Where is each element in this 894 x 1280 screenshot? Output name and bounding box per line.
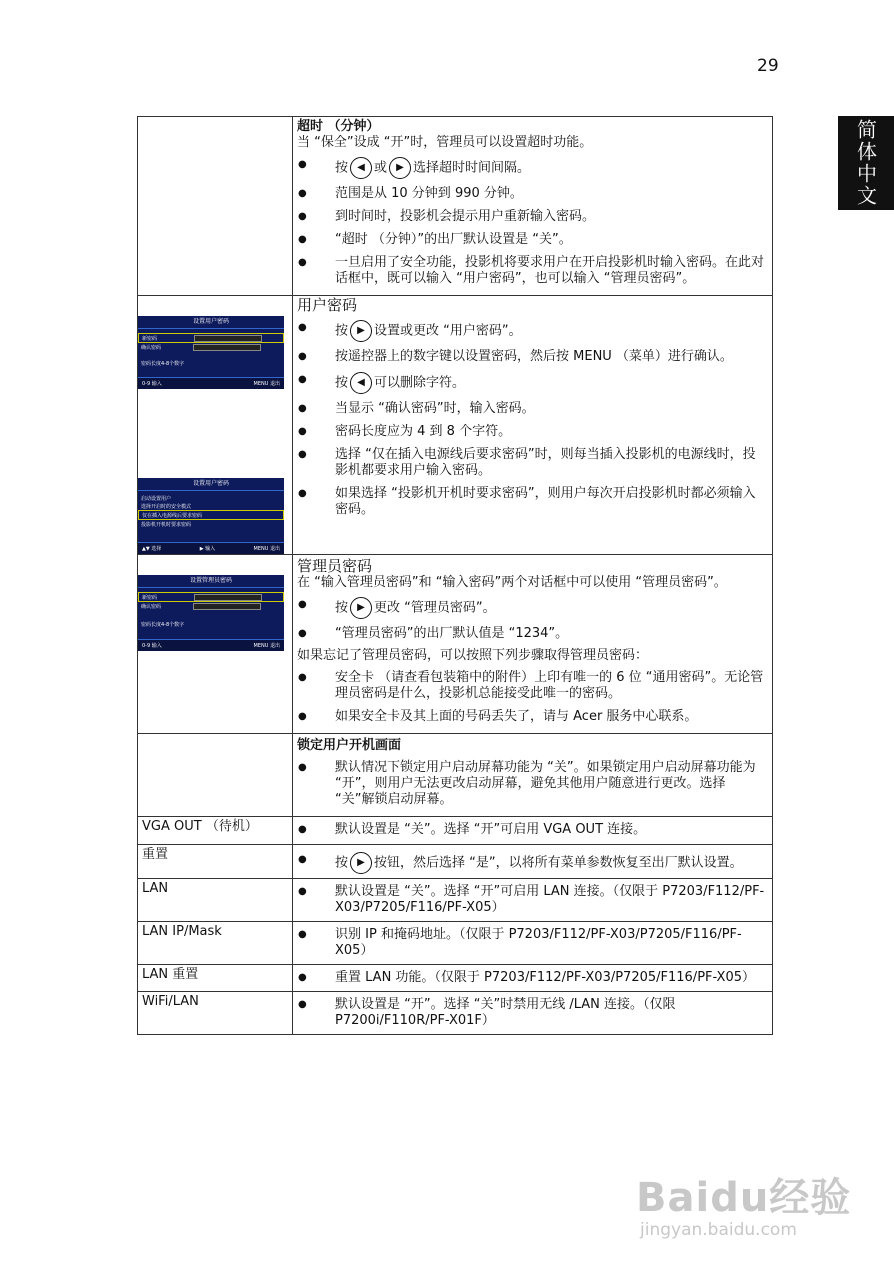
list-item: ● 选择 “仅在插入电源线后要求密码”时，则每当插入投影机的电源线时，投影机都要求用户输入密码。 [297, 447, 768, 479]
right-arrow-icon: ▶ [350, 852, 372, 874]
table-row-user-password [138, 296, 773, 555]
osd-admin-password-screenshot: 设置管理员密码 新密码 确认密码 密码长度4-8个数字 0-9 输入 MENU 退出 [138, 575, 284, 651]
watermark-brand: Baidu经验 [636, 1175, 852, 1221]
row-label: WiFi/LAN [138, 992, 293, 1035]
list-item: ● 默认情况下锁定用户启动屏幕功能为 “关”。如果锁定用户启动屏幕功能为 “开”，则用户无法更改启动屏幕，避免其他用户随意进行更改。选择 “关”解锁启动屏幕。 [297, 760, 768, 808]
table-row-timeout [138, 117, 773, 296]
osd-user-password-mode-screenshot: 设置用户密码 启动设置用户 选择开启时的安全模式 仅在插入电源线后要求密码 投影机开机时要求密码 ▲▼ 选择 ▶ 输入 MENU 退出 [138, 478, 284, 554]
right-arrow-icon: ▶ [389, 157, 411, 179]
left-arrow-icon: ◀ [350, 372, 372, 394]
row-label: LAN 重置 [138, 965, 293, 992]
list-item: ● 按 ▶ 按钮，然后选择 “是”，以将所有菜单参数恢复至出厂默认设置。 [297, 852, 768, 874]
list-item: ● 按 ◀ 可以删除字符。 [297, 372, 768, 394]
list-item: ● 默认设置是 “关”。选择 “开”可启用 LAN 连接。（仅限于 P7203/F112/PF-X03/P7205/F116/PF-X05） [297, 884, 768, 916]
list-item: ● 默认设置是 “开”。选择 “关”时禁用无线 /LAN 连接。（仅限 P7200i/F110R/PF-X01F） [297, 997, 768, 1029]
section-title: 锁定用户开机画面 [297, 738, 402, 753]
page-number: 29 [757, 56, 779, 76]
list-item: ● 按 ▶ 设置或更改 “用户密码”。 [297, 320, 768, 342]
table-row-vga-out [138, 817, 773, 845]
baidu-watermark [636, 1140, 852, 1252]
list-item: ● 安全卡 （请查看包装箱中的附件）上印有唯一的 6 位 “通用密码”。无论管理员密码是什么，投影机总能接受此唯一的密码。 [297, 670, 768, 702]
section-intro: 当 “保全”设成 “开”时，管理员可以设置超时功能。 [297, 135, 593, 150]
table-row-wifi-lan [138, 992, 773, 1035]
list-item: ● “管理员密码”的出厂默认值是 “1234”。 [297, 626, 768, 642]
list-item: ● 按 ◀ 或 ▶ 选择超时时间间隔。 [297, 157, 768, 179]
settings-table [137, 116, 773, 1035]
list-item: ● 当显示 “确认密码”时，输入密码。 [297, 401, 768, 417]
table-row-reset [138, 845, 773, 879]
list-item: ● 默认设置是 “关”。选择 “开”可启用 VGA OUT 连接。 [297, 822, 768, 838]
list-item: ● 到时间时，投影机会提示用户重新输入密码。 [297, 209, 768, 225]
row-label: 重置 [138, 845, 293, 879]
section-intro: 在 “输入管理员密码”和 “输入密码”两个对话框中可以使用 “管理员密码”。 [297, 575, 727, 590]
section-title: 管理员密码 [297, 557, 373, 575]
list-item: ● 范围是从 10 分钟到 990 分钟。 [297, 186, 768, 202]
table-row-lan-ip-mask [138, 922, 773, 965]
list-item: ● 按 ▶ 更改 “管理员密码”。 [297, 597, 768, 619]
section-title: 用户密码 [297, 296, 358, 314]
list-item: ● 重置 LAN 功能。（仅限于 P7203/F112/PF-X03/P7205/F116/PF-X05） [297, 970, 768, 986]
list-item: ● 识别 IP 和掩码地址。（仅限于 P7203/F112/PF-X03/P7205/F116/PF-X05） [297, 927, 768, 959]
table-row-lan [138, 879, 773, 922]
row-label: VGA OUT （待机） [138, 817, 293, 845]
table-row-lan-reset [138, 965, 773, 992]
list-item: ● 按遥控器上的数字键以设置密码，然后按 MENU （菜单）进行确认。 [297, 349, 768, 365]
table-row-lock-screen [138, 734, 773, 817]
list-item: ● “超时 （分钟）”的出厂默认设置是 “关”。 [297, 232, 768, 248]
row-label [138, 117, 293, 296]
right-arrow-icon: ▶ [350, 597, 372, 619]
table-row-admin-password [138, 555, 773, 734]
list-item: ● 一旦启用了安全功能，投影机将要求用户在开启投影机时输入密码。在此对话框中，既可以输入 “用户密码”，也可以输入 “管理员密码”。 [297, 255, 768, 287]
row-label: LAN [138, 879, 293, 922]
list-item: ● 密码长度应为 4 到 8 个字符。 [297, 424, 768, 440]
list-item: ● 如果安全卡及其上面的号码丢失了，请与 Acer 服务中心联系。 [297, 709, 768, 725]
watermark-url: jingyan.baidu.com [640, 1220, 797, 1240]
osd-user-password-screenshot: 设置用户密码 新密码 确认密码 密码长度4-8个数字 0-9 输入 MENU 退出 [138, 316, 284, 389]
section-title: 超时 （分钟） [297, 119, 380, 134]
language-tab: 简体中文 [838, 116, 894, 210]
section-note: 如果忘记了管理员密码，可以按照下列步骤取得管理员密码： [297, 648, 649, 663]
row-label: LAN IP/Mask [138, 922, 293, 965]
right-arrow-icon: ▶ [350, 320, 372, 342]
list-item: ● 如果选择 “投影机开机时要求密码”，则用户每次开启投影机时都必须输入密码。 [297, 486, 768, 518]
left-arrow-icon: ◀ [350, 157, 372, 179]
